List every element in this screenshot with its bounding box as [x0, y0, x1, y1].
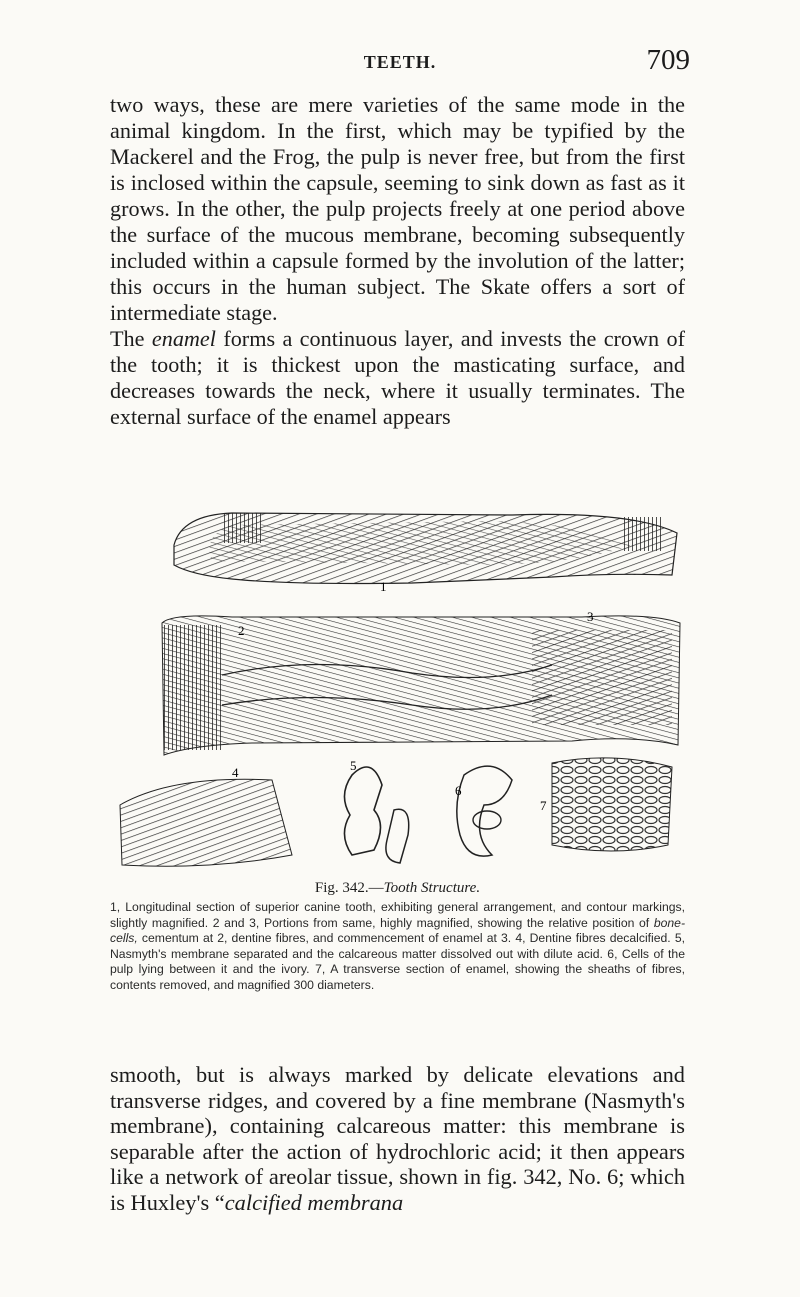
emphasis-calcified: calcified membrana [224, 1189, 404, 1215]
text-run: forms a continuous layer, and invests the crown of the tooth; it is thickest upon the masticating surface, and decreases towards the neck, where it usually terminates. The external surface of the enamel appears [110, 326, 685, 429]
fig-part-6-pulp-cells [457, 766, 512, 856]
caption-title-em: Tooth Structure. [383, 880, 481, 896]
fig-part-4-dentine-fibres [120, 779, 292, 866]
figure-label-1: 1 [380, 579, 387, 594]
figure-caption-body [110, 900, 685, 994]
figure-label-4: 4 [232, 765, 239, 780]
figure-label-6: 6 [455, 783, 462, 798]
caption-text: 1, Longitudinal section of superior canine tooth, exhibiting general arrangement, and contour markings, slightly magnified. 2 and 3, Portions from same, highly magnified, showing the relative position of [110, 900, 685, 930]
caption-prefix: Fig. 342.— [314, 880, 384, 896]
paragraph-continuation: two ways, these are mere varieties of the same mode in the animal kingdom. In the first, which may be typified by the Mackerel and the Frog, the pulp is never free, but from the first is inclosed within the capsule, seeming to sink down as fast as it grows. In the other, the pulp projects freely at one period above the surface of the mucous membrane, becoming subsequently included within a capsule formed by the involution of the latter; this occurs in the human subject. The Skate offers a sort of intermediate stage. [110, 92, 685, 325]
tooth-structure-figure [112, 505, 687, 875]
paragraph-bottom [110, 1062, 685, 1215]
paragraph-enamel [110, 326, 685, 430]
page-header [110, 44, 690, 84]
figure-label-7: 7 [540, 798, 547, 813]
emphasis-enamel: enamel [151, 326, 216, 351]
page-number: 709 [646, 44, 690, 76]
fig-part-5-nasmyth-membrane [344, 767, 408, 863]
caption-em: bone-cells, [110, 915, 685, 946]
fig-part-1-longitudinal-section [174, 513, 677, 584]
running-head: TEETH. [363, 52, 437, 72]
figure-caption-title [110, 880, 685, 897]
caption-text: cementum at 2, dentine fibres, and commencement of enamel at 3. 4, Dentine fibres decalcified. 5, Nasmyth's membrane separated and the calcareous matter dissolved out with dilute acid. 6, Cells of the pulp lying between it and the ivory. 7, A transverse section of enamel, showing the sheaths of fibres, contents removed, and magnified 300 diameters. [110, 931, 685, 992]
figure-label-3: 3 [587, 609, 594, 624]
figure-label-2: 2 [238, 623, 245, 638]
body-text-bottom [110, 1062, 685, 1215]
figure-label-5: 5 [350, 758, 357, 773]
text-run: The [110, 326, 152, 351]
fig-part-7-enamel-transverse [552, 758, 672, 851]
body-text-top [110, 92, 685, 430]
text-run: smooth, but is always marked by delicate elevations and transverse ridges, and covered by a fine membrane (Nasmyth's membrane), containing calcareous matter: this membrane is separable after the action of hydrochloric acid; it then appears like a network of areolar tissue, shown in fig. 342, No. 6; which is Huxley's “ [110, 1062, 685, 1215]
